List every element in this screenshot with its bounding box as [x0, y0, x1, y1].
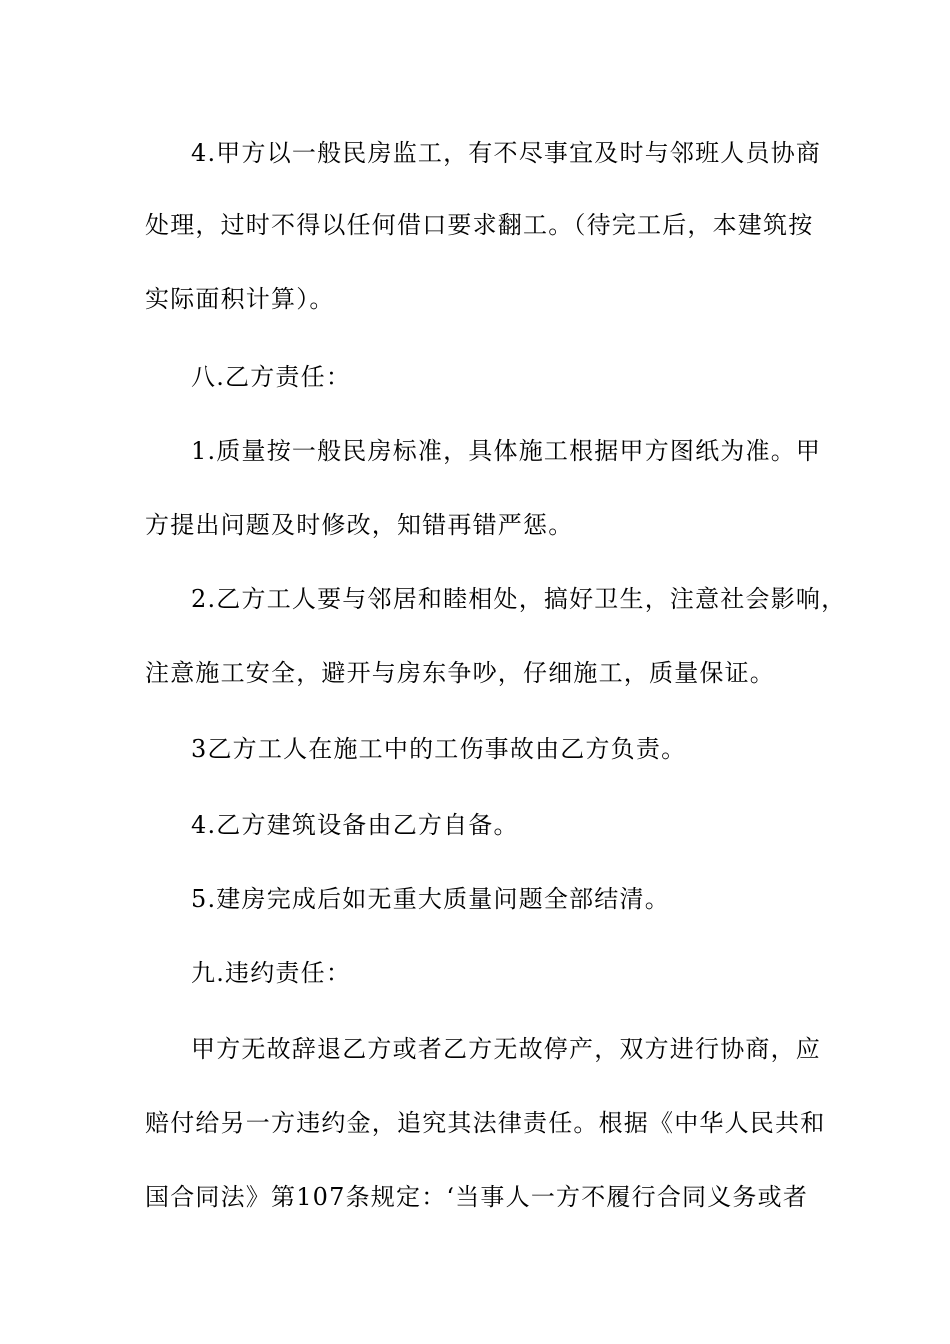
section-heading: 八.乙方责任：: [191, 363, 352, 391]
paragraph-line: 方提出问题及时修改，知错再错严惩。: [145, 511, 574, 539]
paragraph-line: 4.甲方以一般民房监工，有不尽事宜及时与邻班人员协商: [191, 139, 822, 167]
paragraph-line: 甲方无故辞退乙方或者乙方无故停产，双方进行协商，应: [191, 1035, 821, 1063]
paragraph-line: 3乙方工人在施工中的工伤事故由乙方负责。: [191, 735, 687, 763]
paragraph-line: 2.乙方工人要与邻居和睦相处，搞好卫生，注意社会影响，: [191, 585, 847, 613]
paragraph-line: 1.质量按一般民房标准，具体施工根据甲方图纸为准。甲: [191, 437, 822, 465]
paragraph-line: 赔付给另一方违约金，追究其法律责任。根据《中华人民共和: [145, 1109, 826, 1137]
paragraph-line: 5.建房完成后如无重大质量问题全部结清。: [191, 885, 670, 913]
paragraph-line: 4.乙方建筑设备由乙方自备。: [191, 811, 519, 839]
section-heading: 九.违约责任：: [191, 959, 352, 987]
paragraph-line: 国合同法》第107条规定：‘当事人一方不履行合同义务或者: [145, 1183, 809, 1211]
paragraph-line: 处理，过时不得以任何借口要求翻工。（待完工后，本建筑按: [145, 211, 814, 239]
paragraph-line: 注意施工安全，避开与房东争吵，仔细施工，质量保证。: [145, 659, 775, 687]
paragraph-line: 实际面积计算）。: [145, 285, 335, 313]
